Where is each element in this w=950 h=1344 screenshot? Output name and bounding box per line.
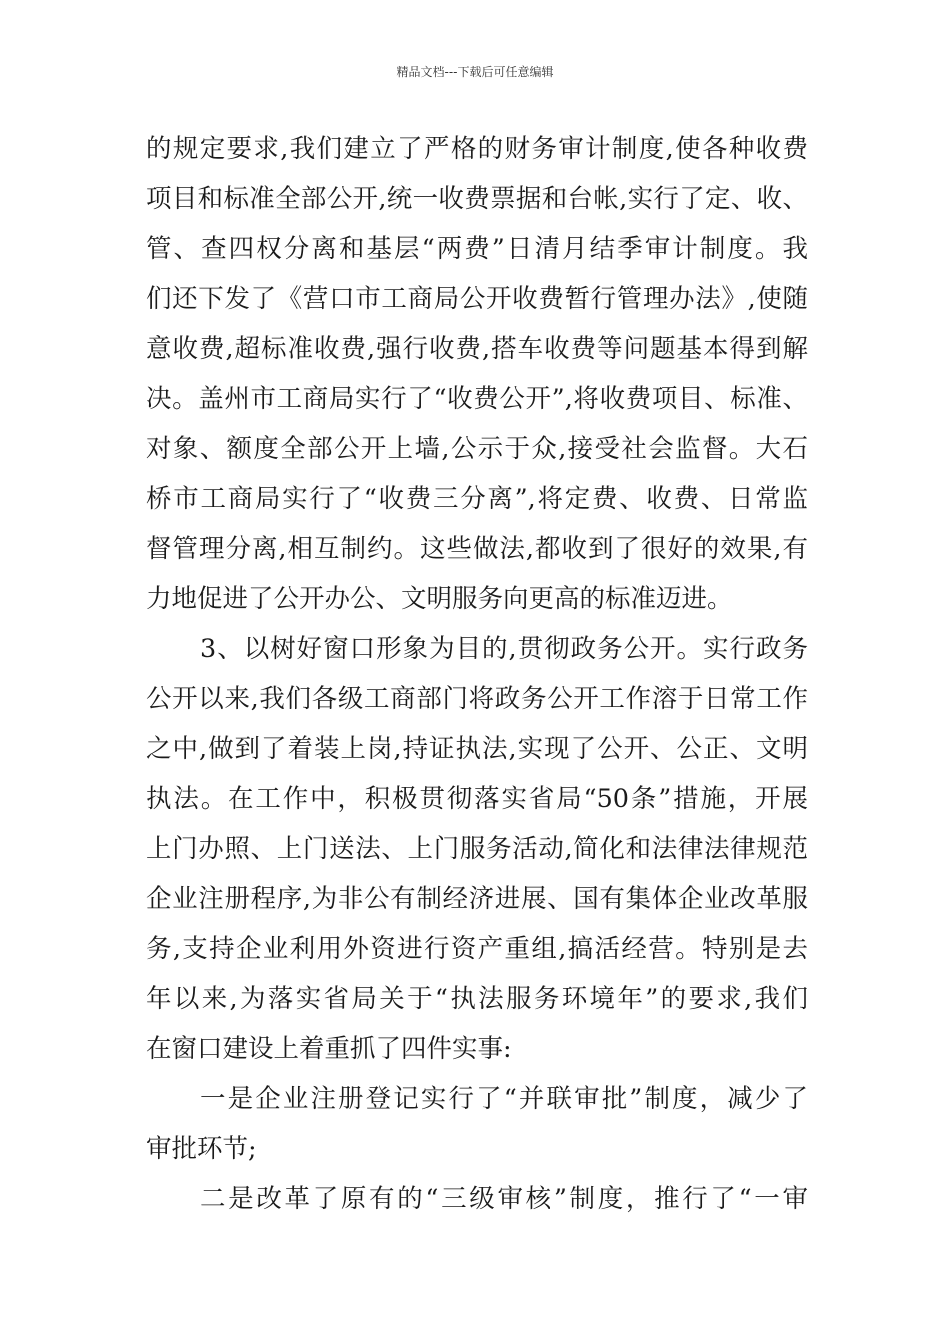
text-line: 桥市工商局实行了“收费三分离”,将定费、收费、日常监 (146, 484, 808, 514)
text-line: 决。盖州市工商局实行了“收费公开”,将收费项目、标准、 (146, 384, 808, 414)
document-body (146, 124, 808, 1224)
text-line: 公开以来,我们各级工商部门将政务公开工作溶于日常工作 (146, 684, 808, 714)
text-line: 企业注册程序,为非公有制经济进展、国有集体企业改革服 (146, 884, 808, 914)
text-line: 上门办照、上门送法、上门服务活动,简化和法律法律规范 (146, 834, 808, 864)
text-line: 务,支持企业利用外资进行资产重组,搞活经营。特别是去 (146, 934, 808, 964)
text-line: 项目和标准全部公开,统一收费票据和台帐,实行了定、收、 (146, 184, 808, 214)
text-line: 在窗口建设上着重抓了四件实事: (146, 1034, 512, 1064)
text-line: 执法。在工作中，积极贯彻落实省局“50条”措施，开展 (146, 784, 808, 814)
text-line: 们还下发了《营口市工商局公开收费暂行管理办法》,使随 (146, 284, 808, 314)
text-line: 的规定要求,我们建立了严格的财务审计制度,使各种收费 (146, 134, 808, 164)
page-header: 精品文档---下载后可任意编辑 (396, 65, 554, 79)
paragraph-start-line: 一是企业注册登记实行了“并联审批”制度，减少了 (200, 1084, 808, 1114)
text-line: 之中,做到了着装上岗,持证执法,实现了公开、公正、文明 (146, 734, 808, 764)
text-line: 意收费,超标准收费,强行收费,搭车收费等问题基本得到解 (146, 334, 808, 364)
text-line: 督管理分离,相互制约。这些做法,都收到了很好的效果,有 (146, 534, 808, 564)
paragraph-start-line: 二是改革了原有的“三级审核”制度，推行了“一审 (200, 1184, 808, 1214)
paragraph-start-line: 3、以树好窗口形象为目的,贯彻政务公开。实行政务 (200, 634, 808, 664)
text-line: 年以来,为落实省局关于“执法服务环境年”的要求,我们 (146, 984, 808, 1014)
text-line: 审批环节; (146, 1134, 257, 1164)
text-line: 管、查四权分离和基层“两费”日清月结季审计制度。我 (146, 234, 808, 264)
text-line: 力地促进了公开办公、文明服务向更高的标准迈进。 (146, 584, 733, 614)
text-line: 对象、额度全部公开上墙,公示于众,接受社会监督。大石 (146, 434, 808, 464)
